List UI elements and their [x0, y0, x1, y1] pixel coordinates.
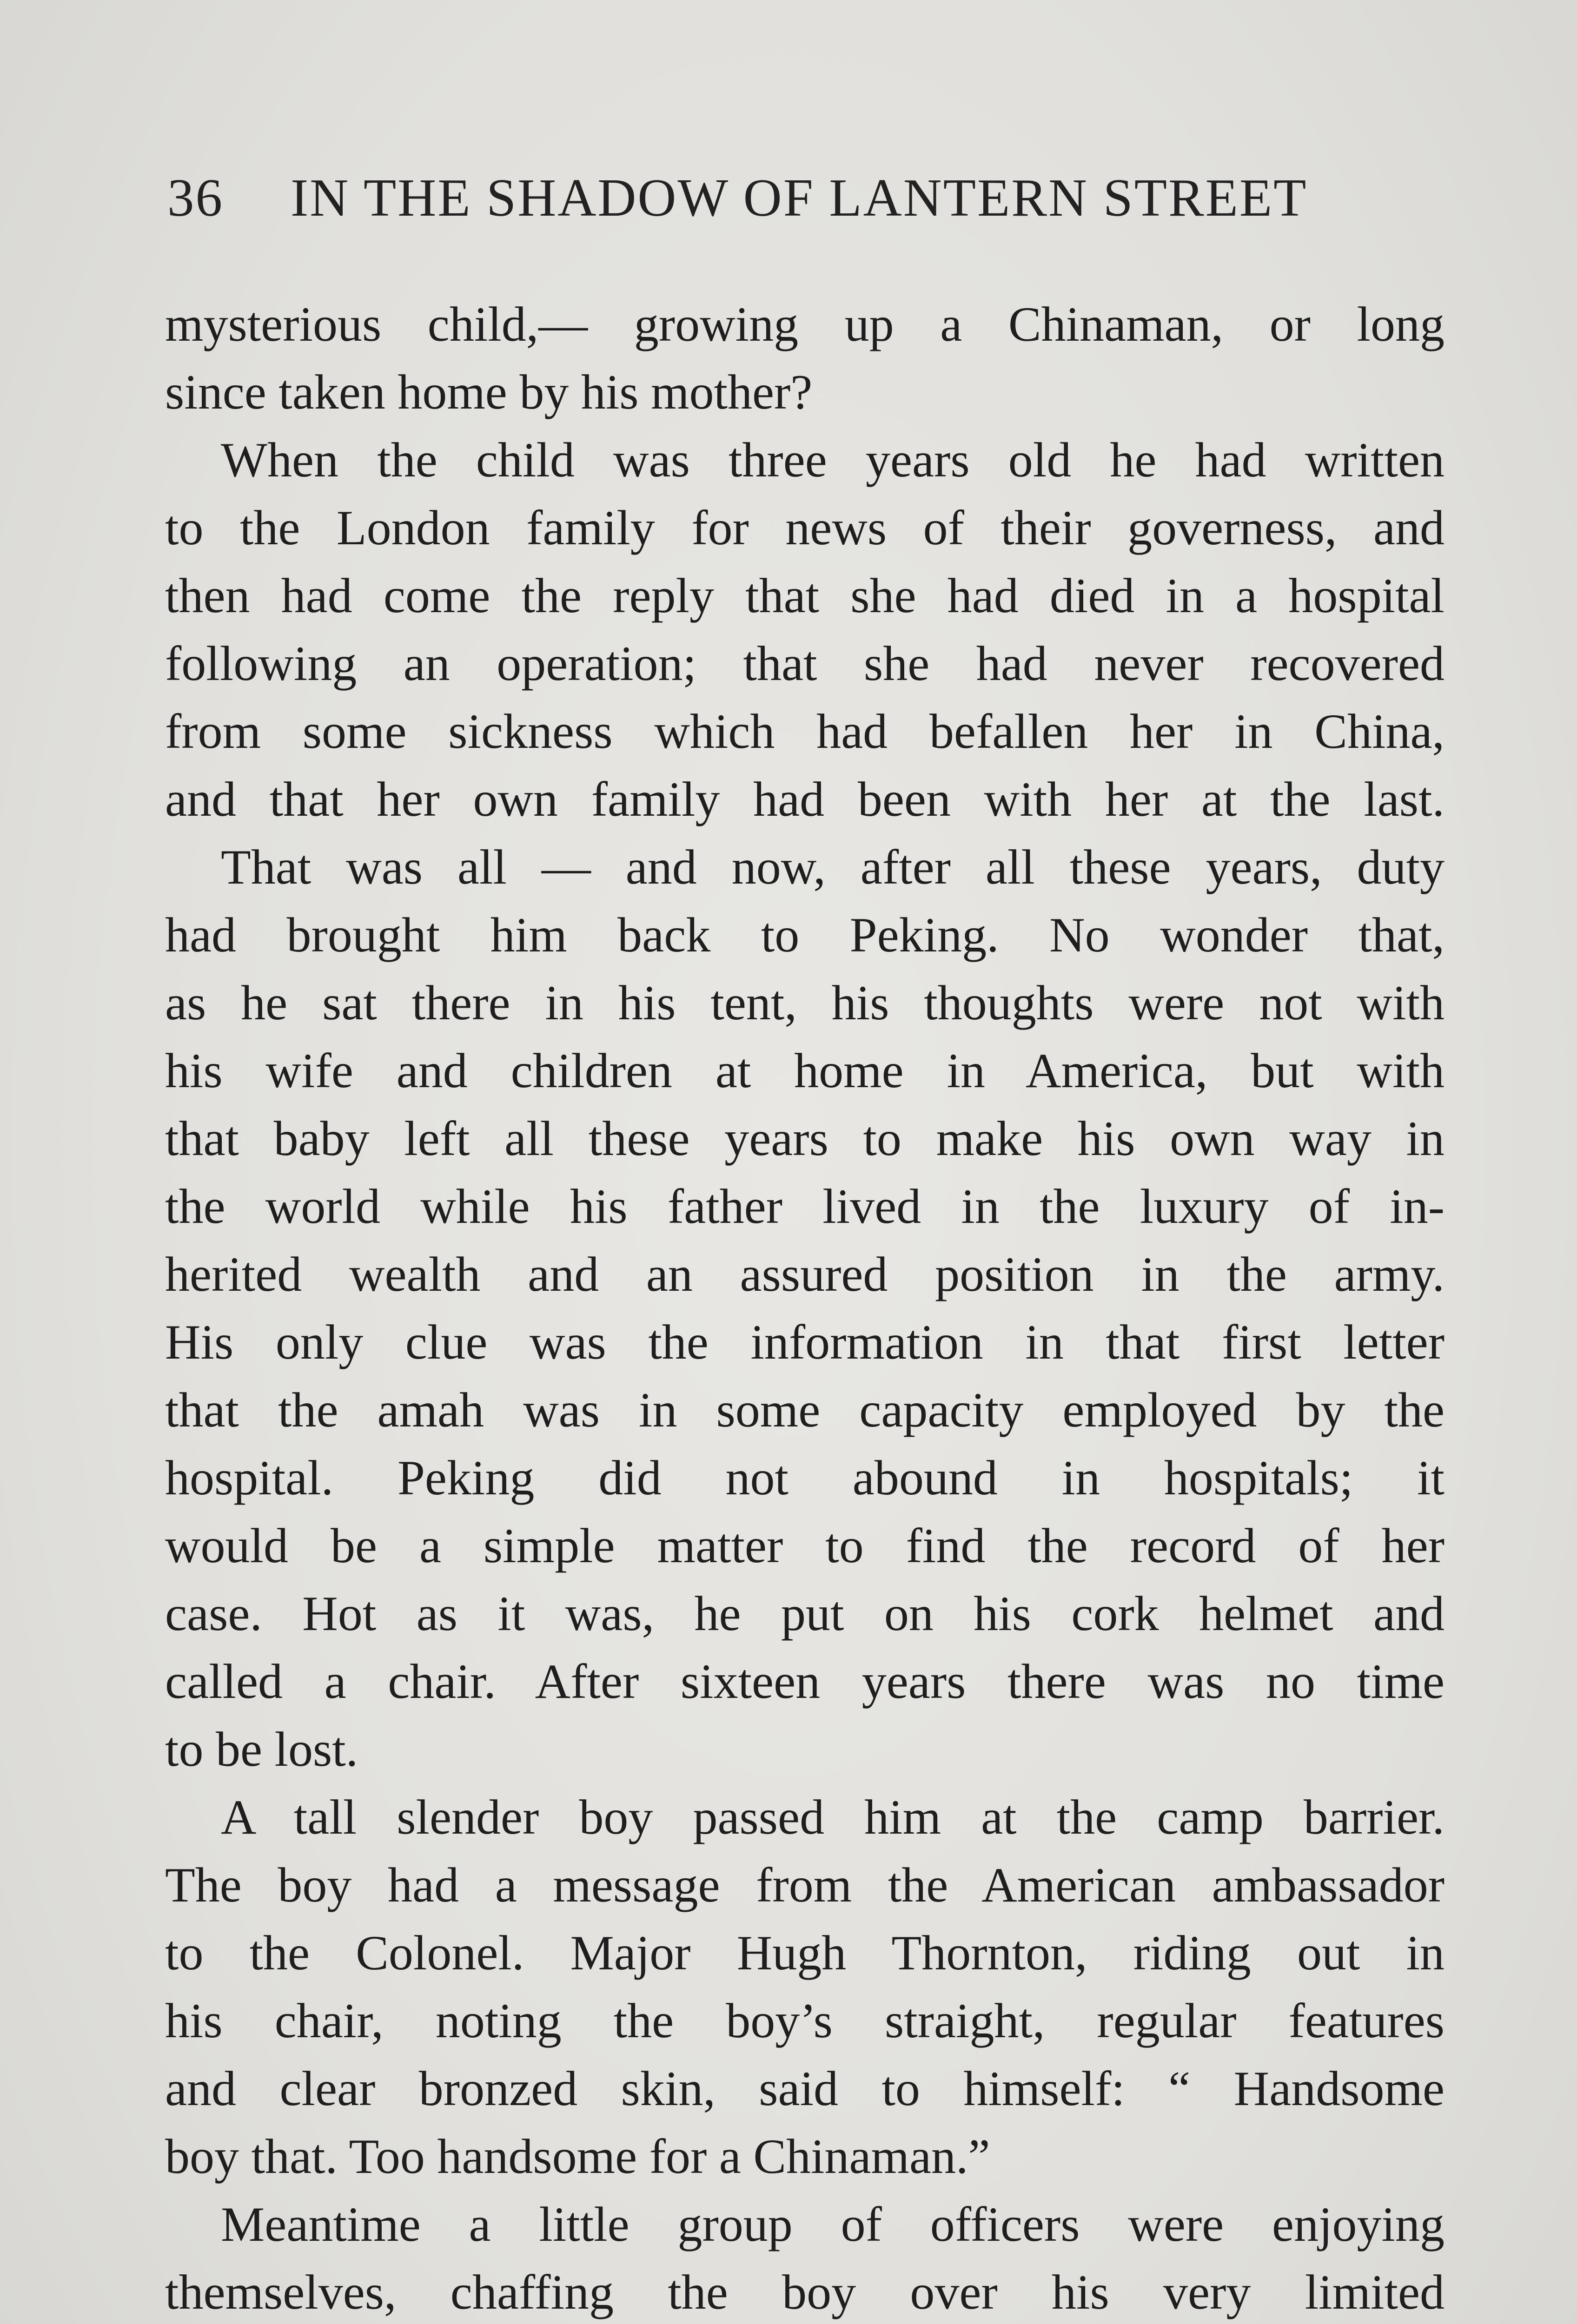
text-line: That was all — and now, after all these years, duty — [221, 840, 1444, 894]
text-line: to the Colonel. Major Hugh Thornton, riding out in — [165, 1926, 1444, 1980]
text-line: the world while his father lived in the luxury of in- — [165, 1179, 1444, 1234]
text-line: hospital. Peking did not abound in hospitals; it — [165, 1451, 1444, 1505]
text-line: His only clue was the information in that first letter — [165, 1315, 1444, 1369]
text-line: would be a simple matter to find the record of her — [165, 1519, 1444, 1573]
text-line: boy that. Too handsome for a Chinaman.” — [165, 2129, 990, 2184]
text-line: as he sat there in his tent, his thoughts were not with — [165, 976, 1444, 1030]
text-line: case. Hot as it was, he put on his cork helmet and — [165, 1586, 1444, 1641]
body-text — [165, 290, 1444, 2324]
text-line: and clear bronzed skin, said to himself: “ Handsome — [165, 2061, 1444, 2116]
text-line: The boy had a message from the American ambassador — [165, 1858, 1444, 1912]
text-line: from some sickness which had befallen her in China, — [165, 704, 1444, 759]
text-line: called a chair. After sixteen years there was no time — [165, 1654, 1444, 1709]
text-line: herited wealth and an assured position in the army. — [165, 1247, 1444, 1301]
page-number: 36 — [167, 168, 224, 227]
text-line: then had come the reply that she had died in a hospital — [165, 568, 1444, 623]
text-line: A tall slender boy passed him at the camp barrier. — [221, 1790, 1444, 1844]
running-title: IN THE SHADOW OF LANTERN STREET — [291, 168, 1308, 227]
text-line: his wife and children at home in America, but with — [165, 1043, 1444, 1098]
text-line: his chair, noting the boy’s straight, regular features — [165, 1994, 1444, 2048]
text-line: mysterious child,— growing up a Chinaman, or long — [165, 297, 1444, 351]
running-head — [165, 167, 1420, 251]
text-line: Meantime a little group of officers were enjoying — [221, 2197, 1444, 2251]
text-line: and that her own family had been with her at the last. — [165, 772, 1444, 826]
text-line: following an operation; that she had never recovered — [165, 636, 1444, 691]
text-line: that the amah was in some capacity employed by the — [165, 1383, 1444, 1437]
text-line: that baby left all these years to make his own way in — [165, 1111, 1444, 1166]
text-line: to the London family for news of their governess, and — [165, 501, 1444, 555]
text-line: since taken home by his mother? — [165, 365, 813, 419]
text-line: When the child was three years old he had written — [221, 433, 1444, 487]
text-line: themselves, chaffing the boy over his very limited — [165, 2265, 1444, 2319]
text-line: to be lost. — [165, 1722, 358, 1776]
text-line: had brought him back to Peking. No wonder that, — [165, 908, 1444, 962]
